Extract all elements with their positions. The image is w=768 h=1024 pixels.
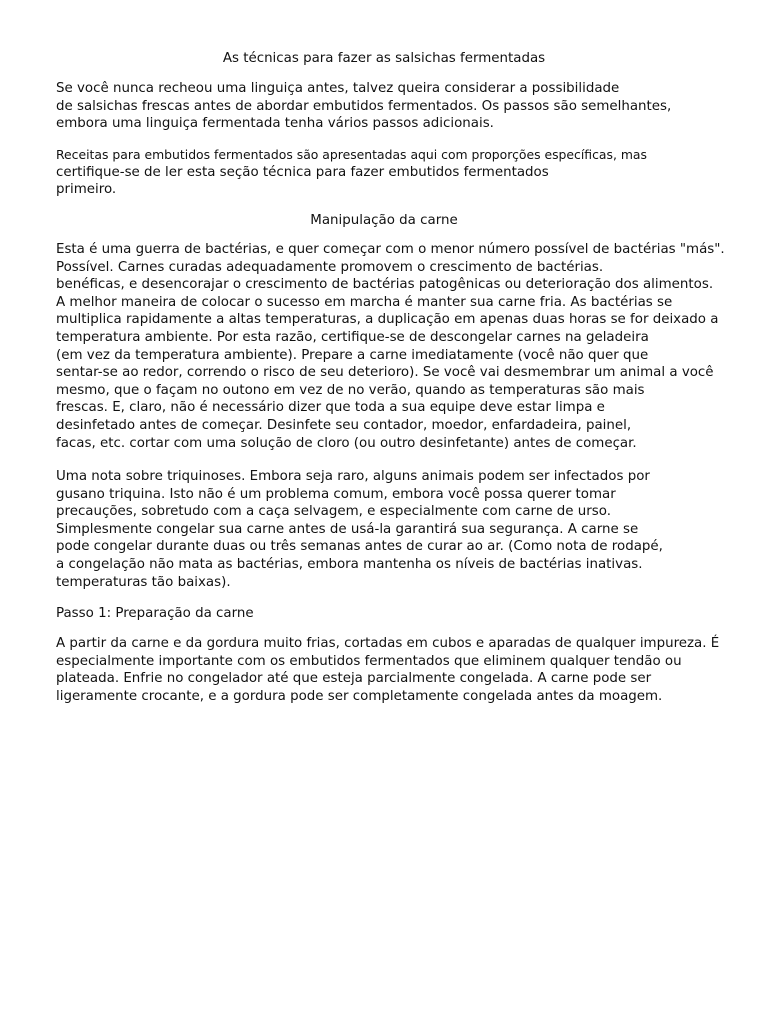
trichinosis-paragraph xyxy=(56,468,766,591)
section-heading-handling: Manipulação da carne xyxy=(310,213,458,228)
trichinosis-line: pode congelar durante duas ou três semanas antes de curar ao ar. (Como nota de rodapé, xyxy=(56,539,663,555)
trichinosis-line: Uma nota sobre triquinoses. Embora seja raro, alguns animais podem ser infectados por xyxy=(56,469,650,484)
handling-line: multiplica rapidamente a altas temperaturas, a duplicação em apenas duas horas se for deixado a xyxy=(56,312,719,328)
handling-line: desinfetado antes de começar. Desinfete seu contador, moedor, enfardadeira, painel, xyxy=(56,417,632,433)
note-line: Receitas para embutidos fermentados são apresentadas aqui com proporções específicas, mas xyxy=(56,147,647,162)
intro-line: de salsichas frescas antes de abordar embutidos fermentados. Os passos são semelhantes, xyxy=(56,98,672,114)
trichinosis-line: temperaturas tão baixas). xyxy=(56,574,231,590)
intro-line: Se você nunca recheou uma linguiça antes, talvez queira considerar a possibilidade xyxy=(56,81,620,96)
step1-line: ligeramente crocante, e a gordura pode ser completamente congelada antes da moagem. xyxy=(56,688,663,704)
note-line: primeiro. xyxy=(56,182,117,198)
step1-heading-text: Passo 1: Preparação da carne xyxy=(56,606,254,621)
handling-line: facas, etc. cortar com uma solução de cloro (ou outro desinfetante) antes de começar. xyxy=(56,435,637,451)
document-title: As técnicas para fazer as salsichas fermentadas xyxy=(222,51,546,66)
step1-line: plateada. Enfrie no congelador até que esteja parcialmente congelada. A carne pode ser xyxy=(56,671,652,687)
step1-paragraph xyxy=(56,635,766,705)
handling-line: Esta é uma guerra de bactérias, e quer começar com o menor número possível de bactérias "más". xyxy=(56,242,725,257)
handling-line: mesmo, que o façam no outono em vez de no verão, quando as temperaturas são mais xyxy=(56,382,645,398)
step1-line: especialmente importante com os embutidos fermentados que eliminem qualquer tendão ou xyxy=(56,653,682,669)
intro-line: embora uma linguiça fermentada tenha vários passos adicionais. xyxy=(56,116,494,132)
trichinosis-line: gusano triquina. Isto não é um problema comum, embora você possa querer tomar xyxy=(56,486,616,502)
handling-line: A melhor maneira de colocar o sucesso em marcha é manter sua carne fria. As bactérias se xyxy=(56,294,673,310)
handling-line: Possível. Carnes curadas adequadamente promovem o crescimento de bactérias. xyxy=(56,259,604,275)
handling-line: benéficas, e desencorajar o crescimento de bactérias patogênicas ou deterioração dos alimentos. xyxy=(56,277,714,293)
handling-line: temperatura ambiente. Por esta razão, certifique-se de descongelar carnes na geladeira xyxy=(56,329,649,345)
handling-paragraph xyxy=(56,241,766,452)
note-paragraph xyxy=(56,146,766,199)
step1-heading xyxy=(56,605,766,623)
handling-line: (em vez da temperatura ambiente). Prepare a carne imediatamente (você não quer que xyxy=(56,347,649,363)
intro-paragraph xyxy=(56,80,766,133)
handling-line: sentar-se ao redor, correndo o risco de seu deterioro). Se você vai desmembrar um animal a você xyxy=(56,365,714,381)
trichinosis-line: Simplesmente congelar sua carne antes de usá-la garantirá sua segurança. A carne se xyxy=(56,521,639,537)
note-line: certifique-se de ler esta seção técnica para fazer embutidos fermentados xyxy=(56,164,549,180)
handling-line: frescas. E, claro, não é necessário dizer que toda a sua equipe deve estar limpa e xyxy=(56,400,605,416)
step1-line: A partir da carne e da gordura muito frias, cortadas em cubos e aparadas de qualquer impureza. É xyxy=(56,636,720,651)
trichinosis-line: precauções, sobretudo com a caça selvagem, e especialmente com carne de urso. xyxy=(56,504,611,520)
trichinosis-line: a congelação não mata as bactérias, embora mantenha os níveis de bactérias inativas. xyxy=(56,556,643,572)
